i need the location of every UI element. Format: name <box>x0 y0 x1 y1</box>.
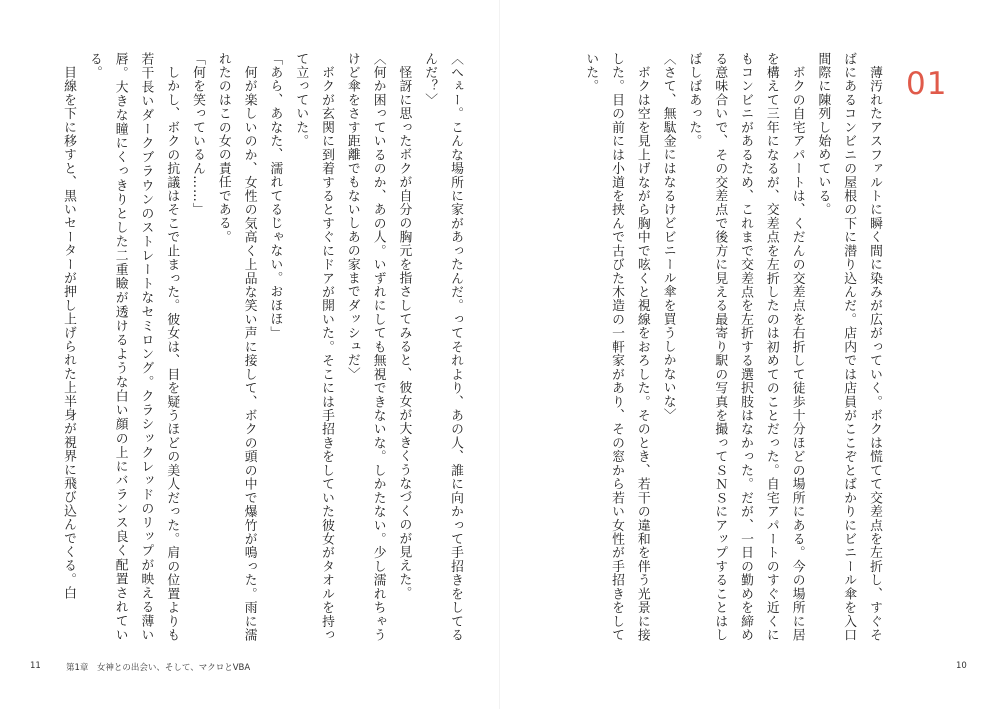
paragraph: ボクの自宅アパートは、くだんの交差点を右折して徒歩十分ほどの場所にある。今の場所に居を構えて三年になるが、交差点を左折したのは初めてのことだった。自宅アパートのすぐ近くにもコンビニがあるため、これまで交差点を左折する選択肢はなかった。だが、一日の勤めを締める意味合いで、その交差点で後方に見える最寄り駅の写真を撮ってＳＮＳにアップすることはしばしばあった。 <box>686 52 805 642</box>
paragraph: 目線を下に移すと、黒いセーターが押し上げられた上半身が視界に飛び込んでくる。白 <box>61 52 77 600</box>
paragraph: ボクが玄関に到着するとすぐにドアが開いた。そこには手招きをしていた彼女がタオルを持って立っていた。 <box>293 52 335 642</box>
paragraph: 薄汚れたアスファルトに瞬く間に染みが広がっていく。ボクは慌てて交差点を左折し、すぐそばにあるコンビニの屋根の下に潜り込んだ。店内では店員がここぞとばかりにビニール傘を入口間際に陳列し始めている。 <box>815 52 882 642</box>
chapter-number: 01 <box>906 66 948 102</box>
paragraph: ボクは空を見上げながら胸中で呟くと視線をおろした。そのとき、若干の違和を伴う光景に接した。目の前には小道を挟んで古びた木造の一軒家があり、その窓から若い女性が手招きをしていた。 <box>583 52 650 642</box>
inner-monologue: 〈何か困っているのか、あの人。いずれにしても無視できないな。しかたない。少し濡れちゃうけど傘をさす距離でもないしあの家までダッシュだ〉 <box>344 52 386 642</box>
dialogue: 「何を笑っているん……」 <box>190 52 206 217</box>
right-page-body <box>575 52 887 642</box>
inner-monologue: 〈へぇー。こんな場所に家があったんだ。ってそれより、あの人、誰に向かって手招きをしてるんだ？〉 <box>422 52 463 642</box>
gutter <box>499 0 500 709</box>
left-page-number: 11 <box>30 661 41 671</box>
running-head: 第1章 女神との出会い、そして、マクロとVBA <box>66 663 251 673</box>
paragraph: しかし、ボクの抗議はそこで止まった。彼女は、目を疑うほどの美人だった。肩の位置よりも若干長いダークブラウンのストレートなセミロング。クラシックレッドのリップが映える薄い唇。大きな瞳にくっきりとした二重瞼が透けるような白い顔の上にバランス良く配置されている。 <box>86 52 180 642</box>
left-page-body <box>42 52 468 642</box>
inner-monologue: 〈さて、無駄金にはなるけどビニール傘を買うしかないな〉 <box>660 52 676 422</box>
paragraph: 何が楽しいのか、女性の気高く上品な笑い声に接して、ボクの頭の中で爆竹が鳴った。雨に濡れたのはこの女の責任である。 <box>215 52 257 642</box>
dialogue: 「あら、あなた、濡れてるじゃない。おほほ」 <box>267 52 283 340</box>
paragraph: 怪訝に思ったボクが自分の胸元を指さしてみると、彼女が大きくうなづくのが見えた。 <box>396 52 412 600</box>
right-page-number: 10 <box>956 661 967 671</box>
